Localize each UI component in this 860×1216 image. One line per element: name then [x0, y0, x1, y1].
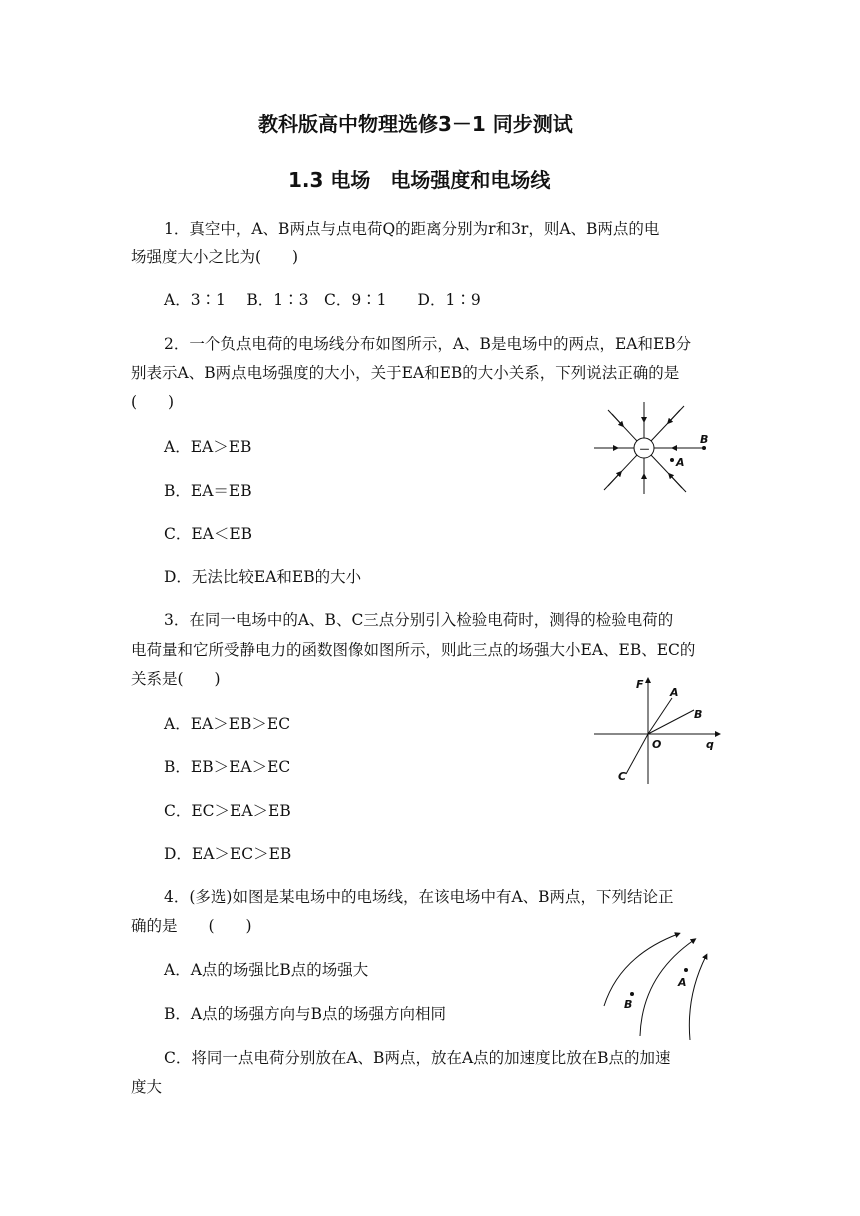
q1-line2: 场强度大小之比为( ): [131, 248, 299, 266]
q4-point-a-label: A: [678, 976, 687, 989]
q2-line3: ( ): [131, 393, 175, 411]
section-title: 1.3 电场 电场强度和电场线: [288, 168, 551, 192]
q2-option-c: C．EA＜EB: [164, 525, 253, 543]
q4-option-b: B．A点的场强方向与B点的场强方向相同: [164, 1005, 446, 1023]
q1-line1: 1．真空中，A、B两点与点电荷Q的距离分别为r和3r，则A、B两点的电: [164, 220, 660, 238]
q4-line1: 4．(多选)如图是某电场中的电场线，在该电场中有A、B两点，下列结论正: [164, 888, 674, 906]
q3-origin-label: O: [652, 738, 662, 751]
q3-line2: 电荷量和它所受静电力的函数图像如图所示，则此三点的场强大小EA、EB、EC的: [131, 641, 696, 659]
q3-axis-q-label: q: [706, 738, 714, 751]
q3-option-a: A．EA＞EB＞EC: [164, 715, 291, 733]
doc-title: 教科版高中物理选修3－1 同步测试: [258, 112, 573, 136]
q3-option-d: D．EA＞EC＞EB: [164, 845, 292, 863]
q2-charge-sign: －: [639, 443, 650, 456]
q3-line-b-label: B: [694, 708, 703, 721]
q4-point-b-label: B: [624, 998, 633, 1011]
q2-option-a: A．EA＞EB: [164, 438, 252, 456]
q3-axis-f-label: F: [636, 678, 644, 691]
q1-options: A．3∶1 B．1∶3 C．9∶1 D．1∶9: [164, 291, 481, 309]
q2-point-b-label: B: [700, 433, 709, 446]
q3-line-a-label: A: [670, 686, 679, 699]
q4-option-c-line1: C．将同一点电荷分别放在A、B两点，放在A点的加速度比放在B点的加速: [164, 1049, 671, 1067]
q3-line-c-label: C: [618, 770, 627, 783]
q3-option-c: C．EC＞EA＞EB: [164, 802, 291, 820]
q2-field-figure: [590, 398, 720, 498]
q4-option-a: A．A点的场强比B点的场强大: [164, 961, 369, 979]
q3-fq-graph: [590, 676, 730, 788]
q4-field-lines-figure: [598, 930, 722, 1042]
q2-line1: 2．一个负点电荷的电场线分布如图所示，A、B是电场中的两点，EA和EB分: [164, 335, 692, 353]
q2-option-b: B．EA＝EB: [164, 482, 252, 500]
q2-point-a-label: A: [676, 456, 685, 469]
q2-line2: 别表示A、B两点电场强度的大小，关于EA和EB的大小关系，下列说法正确的是: [131, 364, 680, 382]
q2-option-d: D．无法比较EA和EB的大小: [164, 568, 362, 586]
q3-option-b: B．EB＞EA＞EC: [164, 758, 291, 776]
q4-line2: 确的是 ( ): [131, 917, 252, 935]
q3-line1: 3．在同一电场中的A、B、C三点分别引入检验电荷时，测得的检验电荷的: [164, 611, 674, 629]
q3-line3: 关系是( ): [131, 670, 221, 688]
q4-option-c-line2: 度大: [131, 1078, 163, 1096]
